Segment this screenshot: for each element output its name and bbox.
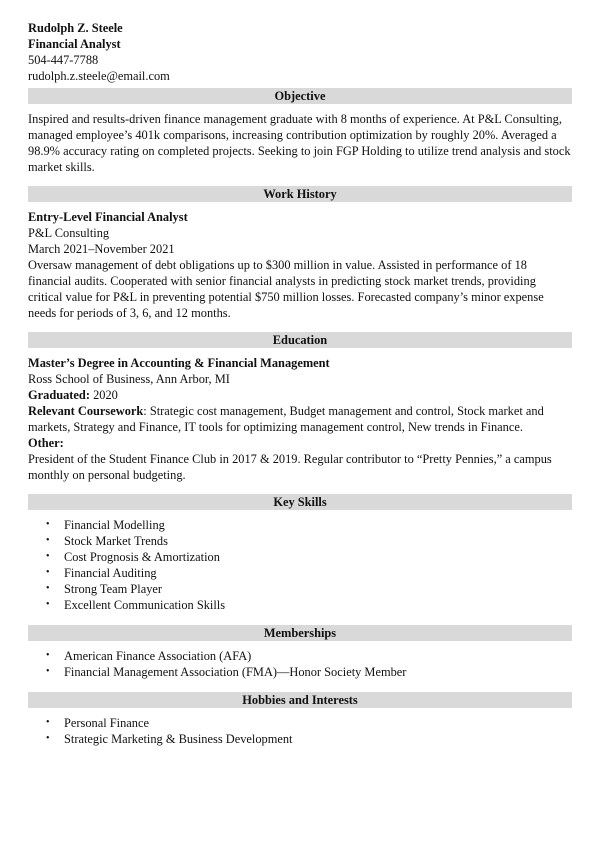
hobby-label: Strategic Marketing & Business Development — [64, 732, 293, 746]
section-heading-objective: Objective — [28, 88, 572, 104]
candidate-phone: 504-447-7788 — [28, 53, 99, 67]
coursework-line — [28, 403, 572, 435]
membership-label: Financial Management Association (FMA)—Honor Society Member — [64, 665, 407, 679]
list-item — [46, 731, 572, 747]
list-item — [46, 664, 572, 680]
skill-label: Financial Auditing — [64, 566, 157, 580]
skill-label: Financial Modelling — [64, 518, 165, 532]
bullet-icon: • — [46, 599, 50, 610]
job-description: Oversaw management of debt obligations up to $300 million in value. Assisted in performance of 18 financial audits. Cooperated with senior financial analysts in predicting stock market trends, providing critical value for P&L in preventing potential $750 million losses. Forecasted company’s minor expense needs for periods of 3, 6, and 12 months. — [28, 258, 544, 320]
list-item — [46, 581, 572, 597]
bullet-icon: • — [46, 551, 50, 562]
graduated-year: 2020 — [89, 388, 118, 402]
key-skills-list — [28, 517, 572, 613]
bullet-icon: • — [46, 733, 50, 744]
resume-header — [28, 20, 572, 84]
list-item — [46, 565, 572, 581]
objective-section — [28, 104, 572, 175]
candidate-email: rudolph.z.steele@email.com — [28, 69, 170, 83]
graduated-label: Graduated: — [28, 388, 90, 402]
list-item — [46, 597, 572, 613]
list-item — [46, 715, 572, 731]
bullet-icon: • — [46, 666, 50, 677]
school: Ross School of Business, Ann Arbor, MI — [28, 372, 230, 386]
skill-label: Strong Team Player — [64, 582, 163, 596]
coursework-text: : Strategic cost management, Budget management and control, Stock market and markets, Strategy and Finance, IT tools for optimizing management control, New trends in Finance. — [28, 404, 544, 434]
education-section — [28, 348, 572, 483]
section-heading-memberships: Memberships — [28, 625, 572, 641]
list-item — [46, 648, 572, 664]
memberships-section — [28, 641, 572, 680]
work-history-section — [28, 202, 572, 321]
section-heading-key-skills: Key Skills — [28, 494, 572, 510]
bullet-icon: • — [46, 583, 50, 594]
job-company: P&L Consulting — [28, 226, 110, 240]
list-item — [46, 533, 572, 549]
skill-label: Cost Prognosis & Amortization — [64, 550, 220, 564]
key-skills-section — [28, 510, 572, 613]
bullet-icon: • — [46, 535, 50, 546]
bullet-icon: • — [46, 519, 50, 530]
bullet-icon: • — [46, 650, 50, 661]
membership-label: American Finance Association (AFA) — [64, 649, 252, 663]
skill-label: Stock Market Trends — [64, 534, 168, 548]
other-label: Other: — [28, 436, 64, 450]
objective-text: Inspired and results-driven finance management graduate with 8 months of experience. At P&L Consulting, managed employee’s 401k comparisons, increasing contribution optimization by roughly 20%. Averaged a 98.9% accuracy rating on completed projects. Seeking to join FGP Holding to utilize trend analysis and stock market skills. — [28, 112, 571, 174]
list-item — [46, 517, 572, 533]
list-item — [46, 549, 572, 565]
other-text: President of the Student Finance Club in 2017 & 2019. Regular contributor to “Pretty Pennies,” a campus monthly on personal budgeting. — [28, 452, 552, 482]
degree: Master’s Degree in Accounting & Financial Management — [28, 356, 330, 370]
skill-label: Excellent Communication Skills — [64, 598, 226, 612]
hobbies-list — [28, 715, 572, 747]
graduated-line — [28, 387, 572, 403]
job-title: Entry-Level Financial Analyst — [28, 210, 188, 224]
candidate-name: Rudolph Z. Steele — [28, 21, 123, 35]
bullet-icon: • — [46, 567, 50, 578]
coursework-label: Relevant Coursework — [28, 404, 144, 418]
section-heading-education: Education — [28, 332, 572, 348]
section-heading-hobbies: Hobbies and Interests — [28, 692, 572, 708]
hobbies-section — [28, 708, 572, 747]
section-heading-work-history: Work History — [28, 186, 572, 202]
bullet-icon: • — [46, 717, 50, 728]
job-dates: March 2021–November 2021 — [28, 242, 175, 256]
candidate-title: Financial Analyst — [28, 37, 121, 51]
hobby-label: Personal Finance — [64, 716, 149, 730]
memberships-list — [28, 648, 572, 680]
